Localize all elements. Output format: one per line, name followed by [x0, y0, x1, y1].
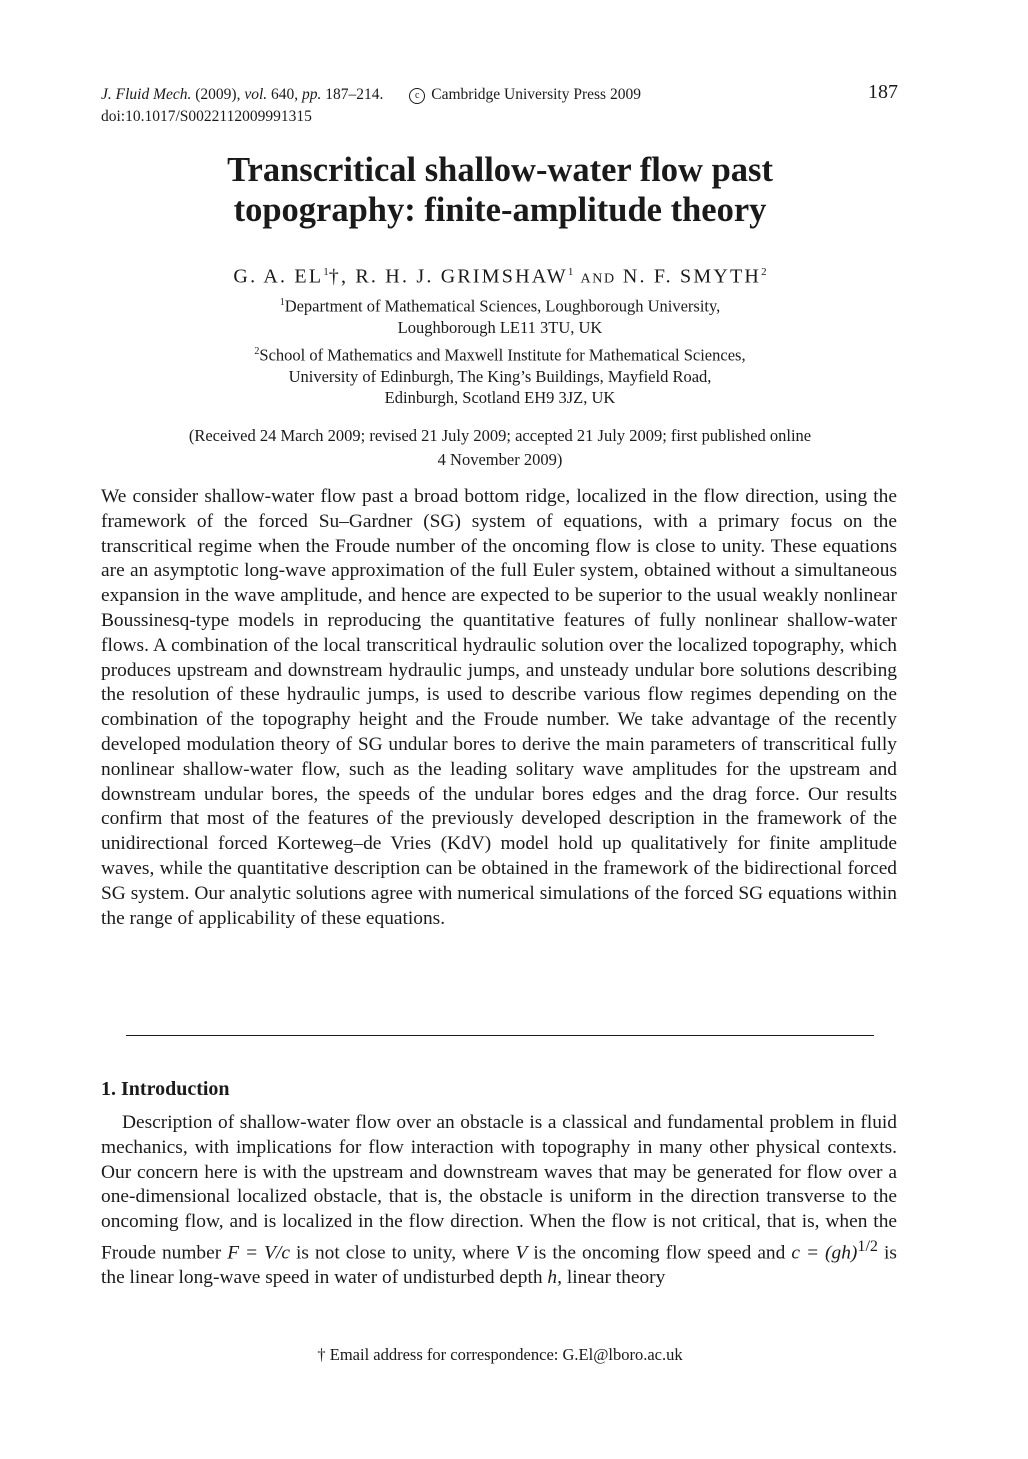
copyright-text: Cambridge University Press 2009: [431, 86, 641, 103]
equation-exponent: 1/2: [857, 1237, 879, 1255]
froude-equation: F = V/c: [227, 1242, 290, 1264]
affiliation-line: Edinburgh, Scotland EH9 3JZ, UK: [384, 387, 616, 407]
author-affiliation-mark: 1: [323, 266, 329, 278]
volume-number: 640,: [271, 86, 299, 103]
affiliation-1: [100, 292, 900, 338]
copyright-notice: [409, 86, 641, 103]
received-dates: [100, 424, 900, 472]
paragraph-text: is the linear long-wave speed in water of undisturbed depth: [101, 1242, 897, 1289]
volume-label: vol.: [244, 86, 268, 103]
doi: doi:10.1017/S0022112009991315: [101, 108, 312, 125]
variable-h: h,: [547, 1267, 562, 1289]
page-number: 187: [868, 81, 898, 103]
received-line: 4 November 2009): [437, 450, 563, 469]
paragraph-text: is the oncoming flow speed and: [533, 1242, 786, 1264]
author-list: [100, 258, 900, 294]
variable-v: V: [515, 1242, 528, 1264]
introduction-paragraph: [101, 1111, 897, 1291]
copyright-icon: c: [409, 88, 425, 104]
author-name: R. H. J. GRIMSHAW: [355, 265, 568, 288]
paper-title: [100, 150, 900, 230]
journal-name: J. Fluid Mech.: [101, 86, 192, 103]
paragraph-text: Description of shallow-water flow over an obstacle is a classical and fundamental problem in fluid mechanics, with implications for flow interaction with topography in many other physical contexts. Our concern here is with the upstream and downstream waves that may be generated for flow over a one-dimensional localized obstacle, that is, the obstacle is uniform in the direction transverse to the oncoming flow, and is localized in the flow direction. When the flow is not critical, that is, when the Froude number: [101, 1112, 897, 1264]
author-name: N. F. SMYTH: [622, 265, 762, 288]
affiliation-mark: 1: [279, 297, 285, 308]
footnote: † Email address for correspondence: G.El@lboro.ac.uk: [317, 1345, 683, 1364]
abstract-divider: [126, 1035, 874, 1036]
paragraph-text: linear theory: [566, 1267, 666, 1289]
author-affiliation-mark: 2: [761, 266, 767, 278]
affiliation-line: University of Edinburgh, The King’s Buildings, Mayfield Road,: [288, 366, 712, 386]
section-heading: 1. Introduction: [101, 1078, 230, 1100]
affiliation-line: Department of Mathematical Sciences, Loughborough University,: [284, 296, 721, 316]
author-affiliation-mark: 1: [567, 266, 574, 278]
author-conjunction: AND: [580, 271, 616, 287]
journal-year: (2009),: [195, 86, 241, 103]
wave-speed-equation: c = (gh): [791, 1242, 858, 1264]
title-line: Transcritical shallow-water flow past: [227, 151, 773, 189]
affiliation-line: School of Mathematics and Maxwell Institute for Mathematical Sciences,: [259, 345, 746, 365]
author-footnote-mark: †,: [328, 265, 349, 288]
page-range: 187–214.: [325, 86, 384, 103]
journal-citation: [101, 85, 641, 105]
title-line: topography: finite-amplitude theory: [233, 191, 767, 229]
affiliation-line: Loughborough LE11 3TU, UK: [397, 317, 603, 337]
affiliation-mark: 2: [254, 346, 260, 357]
author-name: G. A. EL: [233, 265, 324, 288]
paragraph-text: is not close to unity, where: [296, 1242, 510, 1264]
affiliation-2: [100, 341, 900, 408]
pages-label: pp.: [302, 86, 322, 103]
abstract: We consider shallow-water flow past a broad bottom ridge, localized in the flow direction, using the framework of the forced Su–Gardner (SG) system of equations, with a primary focus on the transcritical regime when the Froude number of the oncoming flow is close to unity. These equations are an asymptotic long-wave approximation of the full Euler system, obtained without a simultaneous expansion in the wave amplitude, and hence are expected to be superior to the usual weakly nonlinear Boussinesq-type models in reproducing the quantitative features of fully nonlinear shallow-water flows. A combination of the local transcritical hydraulic solution over the localized topography, which produces upstream and downstream hydraulic jumps, and unsteady undular bore solutions describing the resolution of these hydraulic jumps, is used to describe various flow regimes depending on the combination of the topography height and the Froude number. We take advantage of the recently developed modulation theory of SG undular bores to derive the main parameters of transcritical fully nonlinear shallow-water flow, such as the leading solitary wave amplitudes for the upstream and downstream undular bores, the speeds of the undular bores edges and the drag force. Our results confirm that most of the features of the previously developed description in the framework of the unidirectional forced Korteweg–de Vries (KdV) model hold up qualitatively for finite amplitude waves, while the quantitative description can be obtained in the framework of the bidirectional forced SG system. Our analytic solutions agree with numerical simulations of the forced SG equations within the range of applicability of these equations.: [101, 486, 897, 929]
received-line: (Received 24 March 2009; revised 21 July 2009; accepted 21 July 2009; first published online: [188, 426, 812, 445]
